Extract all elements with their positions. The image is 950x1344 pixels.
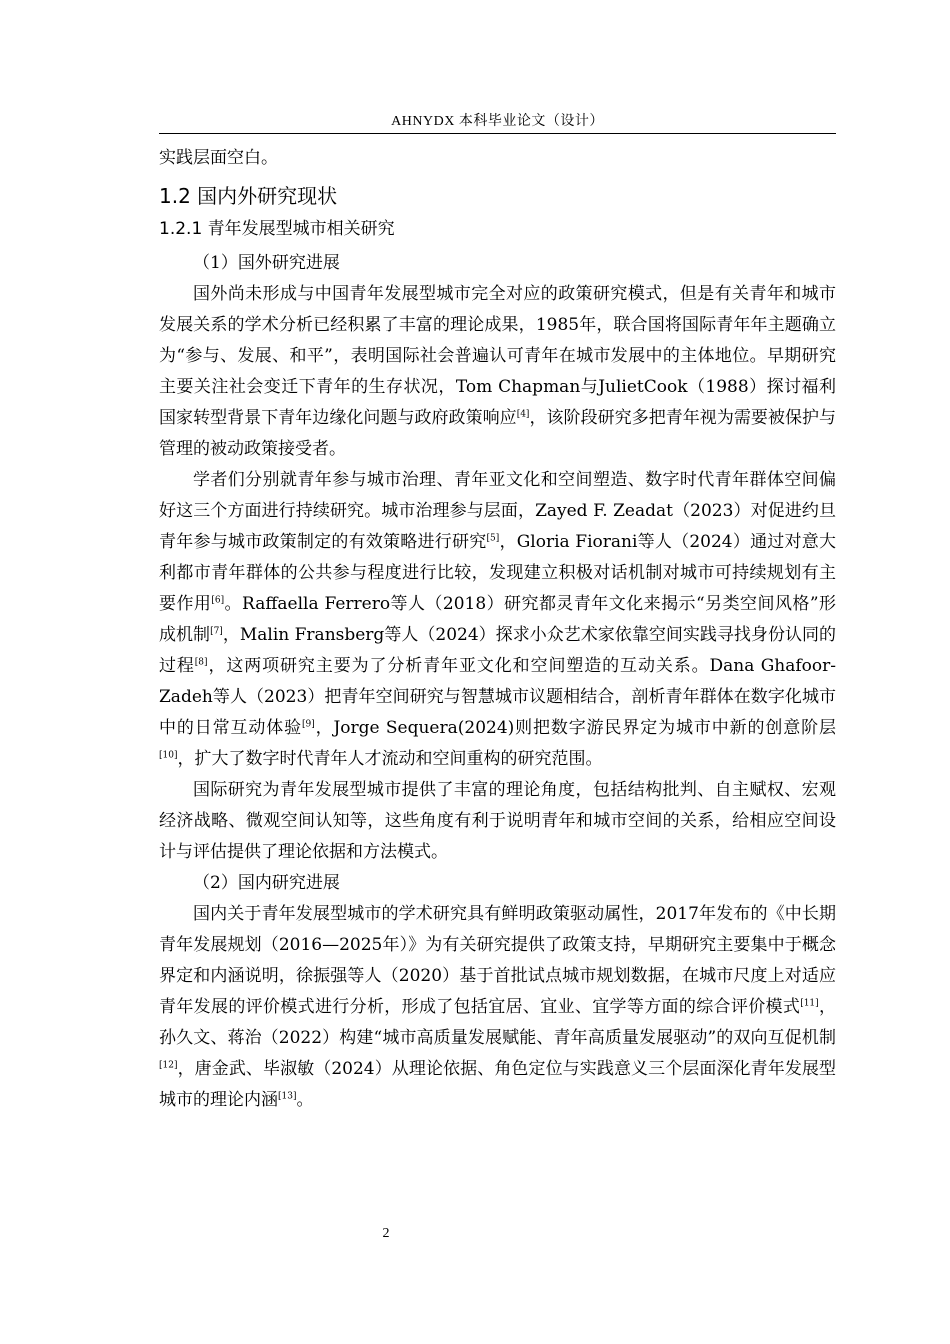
text-run: ，唐金武、毕淑敏（2024）从理论依据、角色定位与实践意义三个层面深化青年发展型城市的理论内涵: [159, 1059, 836, 1110]
foreign-paragraph-2: [159, 465, 836, 775]
text-run: 。: [296, 1090, 314, 1110]
text-run: ，孙久文、蒋治（2022）构建“城市高质量发展赋能、青年高质量发展驱动”的双向互促机制: [159, 997, 837, 1048]
citation-ref: [9]: [302, 719, 315, 730]
citation-ref: [5]: [486, 533, 500, 544]
domestic-paragraph-1: [159, 899, 836, 1116]
page-number: 2: [382, 1226, 390, 1241]
header-rule: [159, 133, 836, 134]
citation-ref: [12]: [159, 1060, 178, 1071]
citation-ref: [13]: [278, 1091, 297, 1102]
foreign-subtitle: （1）国外研究进展: [193, 253, 340, 273]
text-run: 。Raffaella Ferrero等人（2018）研究都灵青年文化来揭示“另类空间风格”形成机制: [159, 594, 836, 645]
domestic-subtitle: （2）国内研究进展: [193, 873, 340, 893]
text-run: 国内关于青年发展型城市的学术研究具有鲜明政策驱动属性，2017年发布的《中长期青年发展规划（2016—2025年）》为有关研究提供了政策支持，早期研究主要集中于概念界定和内涵说明，徐振强等人（2020）基于首批试点城市规划数据，在城市尺度上对适应青年发展的评价模式进行分析，形成了包括宜居、宜业、宜学等方面的综合评价模式: [159, 904, 836, 1017]
text-run: ，该阶段研究多把青年视为需要被保护与管理的被动政策接受者。: [159, 408, 837, 459]
intro-tail-paragraph: 实践层面空白。: [159, 148, 278, 168]
citation-ref: [6]: [211, 595, 225, 606]
citation-ref: [4]: [516, 409, 530, 420]
section-heading: 1.2 国内外研究现状: [159, 184, 338, 208]
text-run: ，Malin Fransberg等人（2024）探求小众艺术家依靠空间实践寻找身份认同的过程: [159, 625, 837, 676]
running-header: AHNYDX 本科毕业论文（设计）: [391, 114, 604, 129]
subsection-heading: 1.2.1 青年发展型城市相关研究: [159, 219, 395, 239]
text-run: ，这两项研究主要为了分析青年亚文化和空间塑造的互动关系。Dana Ghafoor-Zadeh等人（2023）把青年空间研究与智慧城市议题相结合，剖析青年群体在数字化城市中的日常互动体验: [159, 656, 836, 738]
citation-ref: [11]: [800, 998, 819, 1009]
citation-ref: [7]: [210, 626, 223, 637]
text-run: ，Jorge Sequera(2024)则把数字游民界定为城市中新的创意阶层: [314, 718, 837, 738]
page-body: [159, 143, 836, 1116]
text-run: ，Gloria Fiorani等人（2024）通过对意大利都市青年群体的公共参与程度进行比较，发现建立积极对话机制对城市可持续规划有主要作用: [159, 532, 837, 614]
foreign-paragraph-1: [159, 279, 836, 465]
citation-ref: [10]: [159, 750, 178, 761]
text-run: ，扩大了数字时代青年人才流动和空间重构的研究范围。: [177, 749, 603, 769]
foreign-paragraph-3: 国际研究为青年发展型城市提供了丰富的理论角度，包括结构批判、自主赋权、宏观经济战略、微观空间认知等，这些角度有利于说明青年和城市空间的关系，给相应空间设计与评估提供了理论依据和方法模式。: [159, 780, 836, 862]
text-run: 学者们分别就青年参与城市治理、青年亚文化和空间塑造、数字时代青年群体空间偏好这三个方面进行持续研究。城市治理参与层面，Zayed F. Zeadat（2023）对促进约旦青年参与城市政策制定的有效策略进行研究: [159, 470, 836, 552]
citation-ref: [8]: [194, 657, 208, 668]
text-run: 国外尚未形成与中国青年发展型城市完全对应的政策研究模式，但是有关青年和城市发展关系的学术分析已经积累了丰富的理论成果，1985年，联合国将国际青年年主题确立为“参与、发展、和平”，表明国际社会普遍认可青年在城市发展中的主体地位。早期研究主要关注社会变迁下青年的生存状况，Tom Chapman与JulietCook（1988）探讨福利国家转型背景下青年边缘化问题与政府政策响应: [159, 284, 836, 428]
